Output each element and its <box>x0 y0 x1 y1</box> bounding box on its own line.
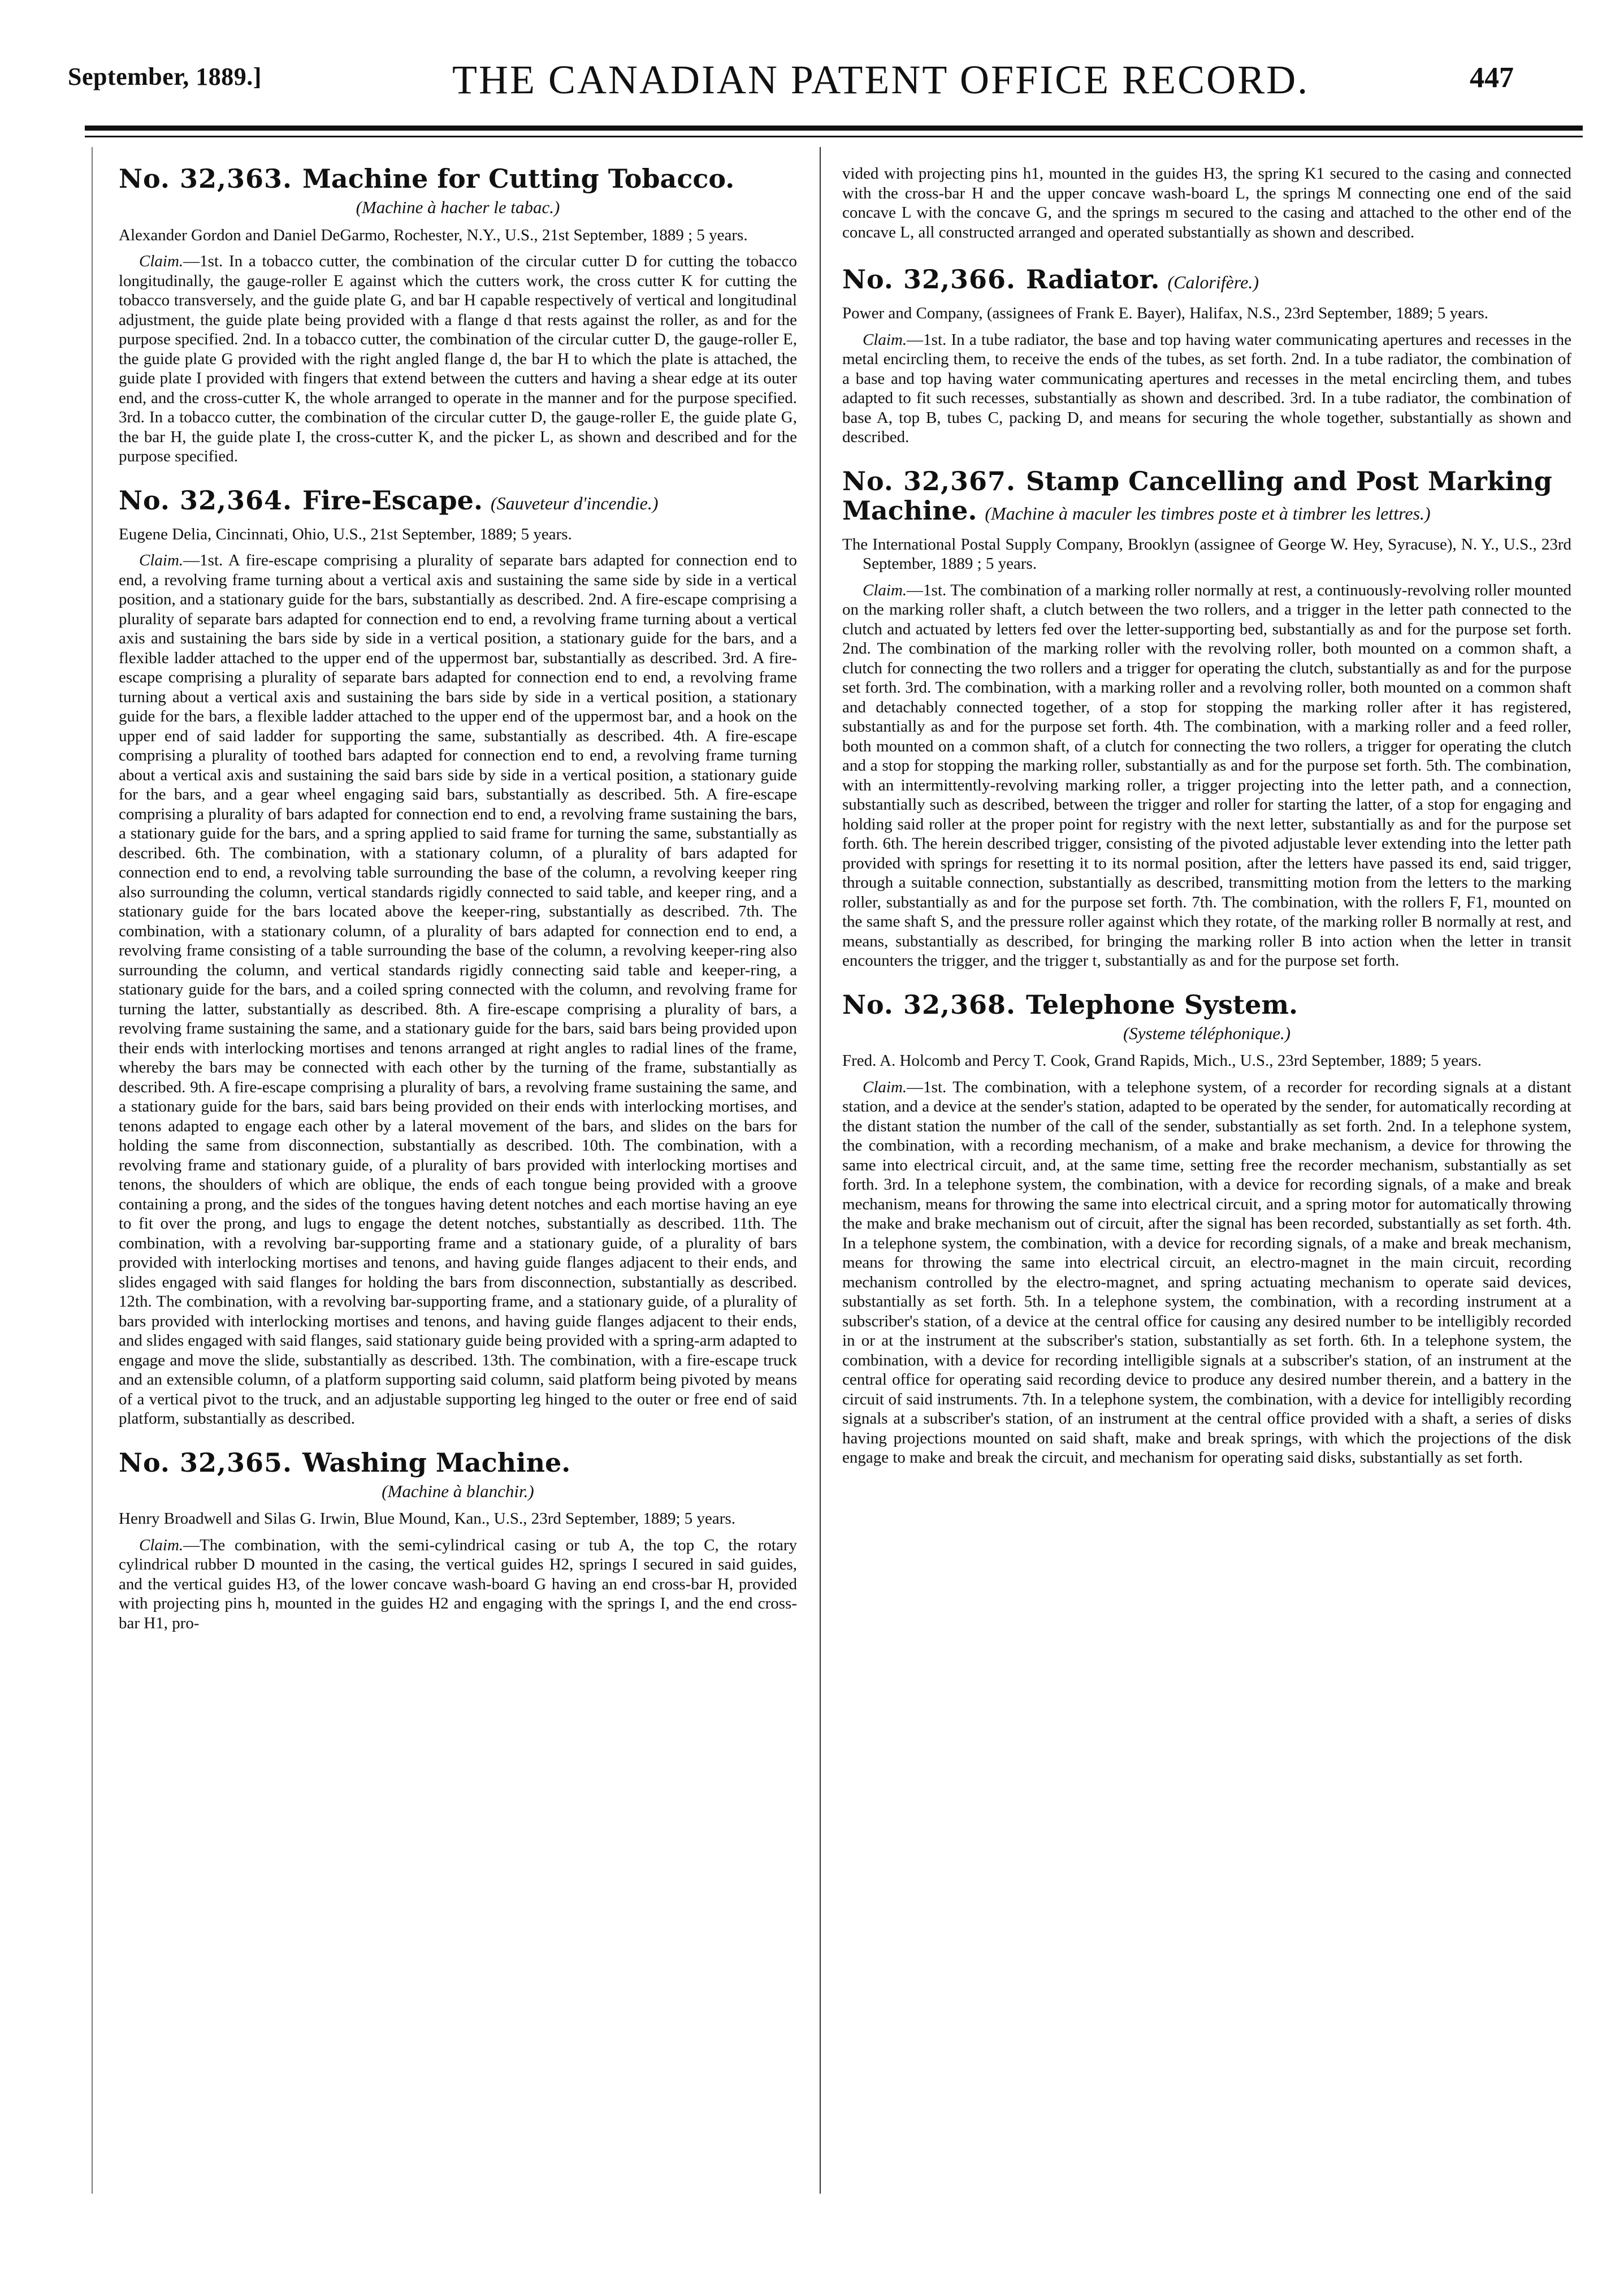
claim-text: —1st. The combination of a marking roller normally at rest, a continuously-revolving roller mounted on the marking roller shaft, a clutch between the two rollers, and a trigger in the letter path connected to the clutch and actuated by letters fed over the letter-supporting bed, substantially as and for the purpose set forth. 2nd. The combination of the marking roller with the revolving roller, both mounted on a common shaft, a clutch for connecting the two rollers and a trigger for operating the clutch, substantially as and for the purpose set forth. 3rd. The combination, with a marking roller and a revolving roller, both mounted on a common shaft and detachably connected together, of a stop for stopping the marking roller after it has registered, substantially as and for the purpose set forth. 4th. The combination, with a marking roller and a feed roller, both mounted on a common shaft, of a clutch for connecting the two rollers, a trigger for operating the clutch and a stop for stopping the marking roller, substantially as and for the purpose set forth. 5th. The combination, with an intermittently-revolving marking roller, a trigger projecting into the letter path, and a connection, substantially such as described, between the trigger and roller for starting the latter, of a stop for engaging and holding said roller at the proper point for registry with the next letter, substantially as and for the purpose set forth. 6th. The herein described trigger, consisting of the pivoted adjustable lever extending into the letter path provided with springs for resetting it to its normal position, after the letters have passed its end, said trigger, through a suitable connection, substantially as described, transmitting motion from the letters to the marking roller, substantially as and for the purpose set forth. 7th. The combination, with the rollers F, F1, mounted on the same shaft S, and the pressure roller against which they rotate, of the marking roller B normally at rest, and means, substantially as described, for bringing the marking roller B into action when the letter in transit encounters the trigger, and the trigger t, substantially as and for the purpose set forth. <box>842 581 1571 970</box>
issue-date: September, 1889.] <box>68 63 262 90</box>
patent-entry-32366 <box>842 265 1571 447</box>
patent-number: No. 32,365. <box>119 1447 293 1478</box>
patentee: Eugene Delia, Cincinnati, Ohio, U.S., 21st September, 1889; 5 years. <box>119 525 572 543</box>
claim-label: Claim. <box>139 551 184 569</box>
patent-entry-32365 <box>119 1448 797 1633</box>
header-rule-thin <box>85 136 1583 137</box>
patent-heading <box>119 486 797 518</box>
patent-number: No. 32,367. <box>842 465 1016 496</box>
claim-label: Claim. <box>139 1536 184 1554</box>
patent-number: No. 32,368. <box>842 989 1016 1020</box>
patent-heading <box>842 466 1571 528</box>
claim-label: Claim. <box>139 252 184 270</box>
patent-french-title: (Calorifère.) <box>1167 272 1259 292</box>
patentee: Henry Broadwell and Silas G. Irwin, Blue Mound, Kan., U.S., 23rd September, 1889; 5 years. <box>119 1510 735 1528</box>
claim-label: Claim. <box>863 330 907 349</box>
patent-number: No. 32,364. <box>119 485 293 516</box>
patentee: Power and Company, (assignees of Frank E. Bayer), Halifax, N.S., 23rd September, 1889; 5 years. <box>842 304 1489 322</box>
patent-french-title: (Sauveteur d'incendie.) <box>490 492 659 513</box>
claim-text: —1st. In a tobacco cutter, the combination of the circular cutter D for cutting the tobacco longitudinally, the gauge-roller E against which the cutters work, the cross cutter K for cutting the tobacco transversely, and the guide plate G, and bar H capable respectively of vertical and longitudinal adjustment, the guide plate being provided with a flange d that rests against the roller, as and for the purpose specified. 2nd. In a tobacco cutter, the combination of the circular cutter D, the gauge-roller E, the guide plate G provided with the right angled flange d, the bar H to which the plate is attached, the guide plate I provided with fingers that extend between the cutters and having a shear edge at its outer end, and the cross-cutter K, the whole arranged to operate in the manner and for the purpose specified. 3rd. In a tobacco cutter, the combination of the circular cutter D, the gauge-roller E, the guide plate G, the bar H, the guide plate I, the cross-cutter K, and the picker L, as shown and described and for the purpose specified. <box>119 252 797 465</box>
patent-heading <box>119 1448 797 1477</box>
patentee: Alexander Gordon and Daniel DeGarmo, Rochester, N.Y., U.S., 21st September, 1889 ; 5 years. <box>119 226 748 244</box>
patent-french-title: (Machine à maculer les timbres poste et à timbrer les lettres.) <box>985 503 1431 524</box>
patent-title: Fire-Escape. <box>302 485 483 516</box>
patent-title: Washing Machine. <box>302 1447 571 1478</box>
patentee: Fred. A. Holcomb and Percy T. Cook, Grand Rapids, Mich., U.S., 23rd September, 1889; 5 years. <box>842 1052 1482 1070</box>
header-rule-thick <box>85 126 1583 131</box>
claim-label: Claim. <box>863 1078 907 1096</box>
claim-continuation: vided with projecting pins h1, mounted in the guides H3, the spring K1 secured to the casing and connected with the cross-bar H and the upper concave wash-board L, the springs M connecting one end of the said concave L with the concave G, and the springs m secured to the casing and attached to the other end of the concave L, all constructed arranged and operated substantially as shown and described. <box>842 165 1571 241</box>
patent-claims <box>842 1078 1571 1468</box>
claim-text: —1st. In a tube radiator, the base and top having water communicating apertures and recesses in the metal encircling them, to receive the ends of the tubes, as set forth. 2nd. In a tube radiator, the combination of a base and top having water communicating apertures and recesses in the metal encircling them, and tubes adapted to fit such recesses, substantially as shown and described. 3rd. In a tube radiator, the combination of base A, top B, tubes C, packing D, and means for securing the whole together, substantially as shown and described. <box>842 330 1571 446</box>
right-column <box>842 164 1571 1487</box>
patent-entry-32367 <box>842 466 1571 971</box>
claim-text: —The combination, with the semi-cylindrical casing or tub A, the top C, the rotary cylindrical rubber D mounted in the casing, the vertical guides H2, springs I secured in said guides, and the vertical guides H3, of the lower concave wash-board G having an end cross-bar H, provided with projecting pins h, mounted in the guides H2 and engaging with the springs I, and the end cross-bar H1, pro- <box>119 1536 797 1632</box>
claim-label: Claim. <box>863 581 907 599</box>
patent-claims <box>119 252 797 466</box>
patent-heading <box>119 164 797 193</box>
page-header <box>0 0 1624 130</box>
patent-claims <box>842 581 1571 971</box>
patent-entry-32363 <box>119 164 797 466</box>
patent-claims <box>119 551 797 1429</box>
patent-title: Stamp Cancelling and Post Marking Machine. <box>842 465 1552 526</box>
claim-text: —1st. A fire-escape comprising a plurality of separate bars adapted for connection end to end, a revolving frame turning about a vertical axis and sustaining the same side by side in a vertical position, and a stationary guide for the bars, substantially as described. 2nd. A fire-escape comprising a plurality of separate bars adapted for connection end to end, a revolving frame turning about a vertical axis and sustaining the bars side by side in a vertical position, a stationary guide for the bars, and a flexible ladder attached to the upper end of the uppermost bar, substantially as described. 3rd. A fire-escape comprising a plurality of separate bars adapted for connection end to end, a revolving frame turning about a vertical axis and sustaining the bars side by side in a vertical position, a stationary guide for the bars, a flexible ladder attached to the upper end of the uppermost bar, and a hook on the upper end of said ladder for supporting the same, substantially as described. 4th. A fire-escape comprising a plurality of toothed bars adapted for connection end to end, a revolving frame turning about a vertical axis and sustaining the said bars side by side in a vertical position, a stationary guide for the bars, and a gear wheel engaging said bars, substantially as described. 5th. A fire-escape comprising a plurality of bars adapted for connection end to end, a revolving frame sustaining the bars, a stationary guide for the bars, and a spring applied to said frame for turning the same, substantially as described. 6th. The combination, with a stationary column, of a plurality of bars adapted for connection end to end, a revolving table surrounding the base of the column, a revolving keeper ring also surrounding the column, vertical standards rigidly connected to said table, and keeper ring, and a stationary guide for the bars located above the keeper-ring, substantially as described. 7th. The combination, with a stationary column, of a plurality of bars adapted for connection end to end, a revolving frame consisting of a table surrounding the base of the column, a revolving keeper-ring also surrounding the column, and vertical standards rigidly connecting said table and keeper-ring, a stationary guide for the bars, and a coiled spring connected with the column, and revolving frame for turning the latter, substantially as described. 8th. A fire-escape comprising a plurality of bars, a revolving frame sustaining the same, and a stationary guide for the bars, said bars being provided upon their ends with interlocking mortises and tenons arranged at right angles to radial lines of the frame, whereby the bars may be connected with each other by the turning of the frame, substantially as described. 9th. A fire-escape comprising a plurality of bars, a revolving frame sustaining the same, and a stationary guide for the bars, said bars being provided on their ends with interlocking mortises, and tenons adapted to engage each other by a lateral movement of the bars, and slides on the bars for holding the same from disconnection, substantially as described. 10th. The combination, with a revolving frame and stationary guide, of a plurality of bars provided with interlocking mortises and tenons, the shoulders of which are oblique, the ends of each tongue being provided with a groove containing a prong, and the sides of the tongues having detent notches and each mortise having an eye to fit over the prong, and lugs to engage the detent notches, substantially as described. 11th. The combination, with a revolving bar-supporting frame and a stationary guide, of a plurality of bars provided with interlocking mortises and tenons, and having guide flanges adjacent to their ends, and slides engaged with said flanges for holding the bars from disconnection, substantially as described. 12th. The combination, with a revolving bar-supporting frame, and a stationary guide, of a plurality of bars provided with interlocking mortises and tenons, and having guide flanges adjacent to their ends, and slides engaged with said flanges, said stationary guide being provided with a spring-arm adapted to engage and move the slide, substantially as described. 13th. The combination, with a fire-escape truck and an extensible column, of a platform supporting said column, said platform being pivoted by means of a vertical pivot to the truck, and an adjustable supporting leg hinged to the outer or free end of said platform, substantially as described. <box>119 551 797 1428</box>
patent-title: Machine for Cutting Tobacco. <box>302 163 735 194</box>
patent-title: Telephone System. <box>1026 989 1298 1020</box>
patent-claims <box>842 330 1571 447</box>
patent-entry-32364 <box>119 486 797 1429</box>
patent-heading <box>842 265 1571 297</box>
patent-heading <box>842 990 1571 1019</box>
column-divider <box>820 147 821 2194</box>
left-margin-rule <box>92 147 93 2194</box>
claim-text: —1st. The combination, with a telephone system, of a recorder for recording signals at a distant station, and a device at the sender's station, adapted to be operated by the sender, for automatically recording at the distant station the number of the call of the sender, substantially as set forth. 2nd. In a telephone system, the combination, with a recording mechanism, of a make and brake mechanism, a device for throwing the same into electrical circuit, and, at the same time, setting free the recorder mechanism, substantially as set forth. 3rd. In a telephone system, the combination, with a device for recording signals, of a make and break mechanism, means for throwing the same into electrical circuit, and a spring motor for automatically throwing the make and brake mechanism out of circuit, after the signal has been recorded, substantially as set forth. 4th. In a telephone system, the combination, with a device for recording signals, of a make and break mechanism, means for throwing the same into electrical circuit, an electro-magnet in the main circuit, recording mechanism controlled by the electro-magnet, and spring actuating mechanism to operate said devices, substantially as set forth. 5th. In a telephone system, the combination, with a recording instrument at a subscriber's station, of a device at the central office for causing any desired number to be intelligibly recorded in or at the instrument at the subscriber's station, substantially as set forth. 6th. In a telephone system, the combination, with a device for recording intelligible signals at a subscriber's station, of an instrument at the central office for operating said recording device to produce any desired number therein, and a battery in the circuit of said instruments. 7th. In a telephone system, the combination, with a device for intelligibly recording signals at a subscriber's station, of an instrument at the central office provided with a shaft, a series of disks having projections mounted on said shaft, make and break springs, with which the projections of the disk engage to make and break the circuit, and mechanism for operating said disks, substantially as set forth. <box>842 1078 1571 1467</box>
patent-french-title: (Machine à blanchir.) <box>382 1481 534 1501</box>
patent-number: No. 32,363. <box>119 163 293 194</box>
patent-title: Radiator. <box>1026 264 1160 295</box>
page-number: 447 <box>1470 62 1514 94</box>
patent-entry-32368 <box>842 990 1571 1468</box>
journal-title: THE CANADIAN PATENT OFFICE RECORD. <box>452 57 1310 102</box>
left-column <box>119 164 797 1652</box>
patentee: The International Postal Supply Company, Brooklyn (assignee of George W. Hey, Syracuse), N. Y., U.S., 23rd September, 1889 ; 5 years. <box>842 535 1571 573</box>
patent-claims <box>119 1536 797 1633</box>
patent-french-title: (Machine à hacher le tabac.) <box>356 197 560 217</box>
patent-number: No. 32,366. <box>842 264 1016 295</box>
patent-french-title: (Systeme téléphonique.) <box>1123 1023 1291 1043</box>
